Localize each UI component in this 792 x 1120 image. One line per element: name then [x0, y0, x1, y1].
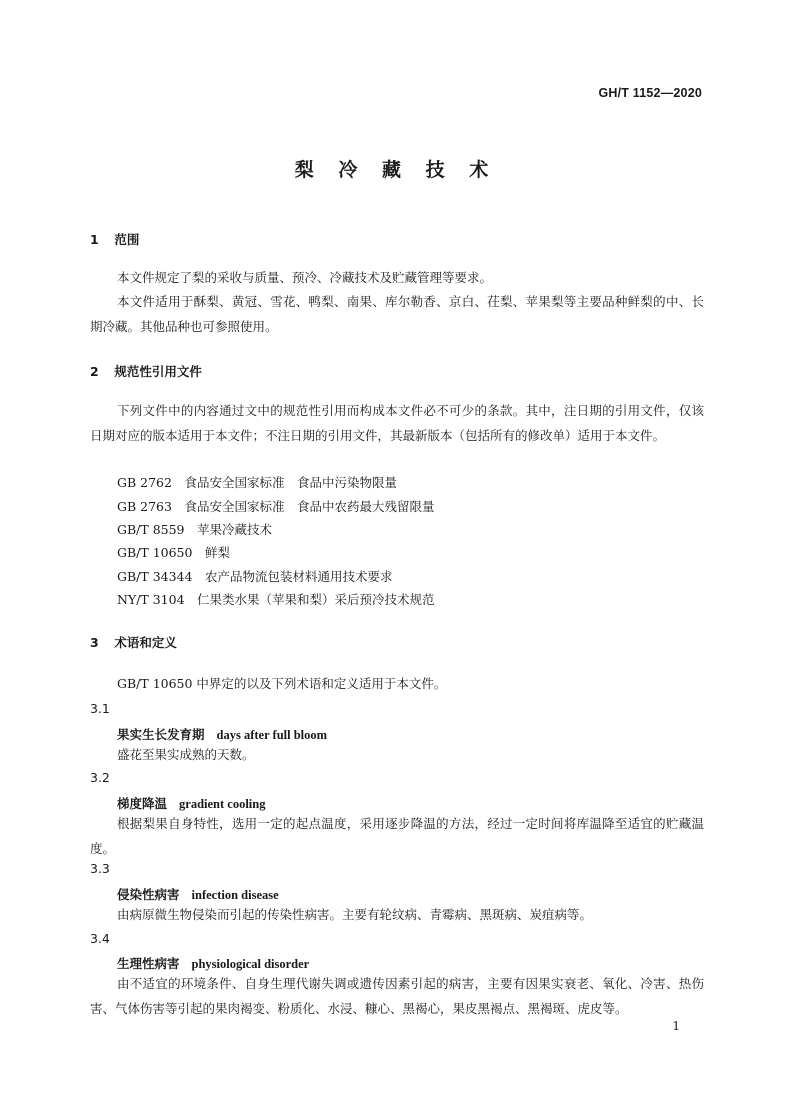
- reference-item: GB/T 34344 农产品物流包装材料通用技术要求: [117, 569, 393, 584]
- term-en: gradient cooling: [179, 797, 266, 811]
- paragraph: GB/T 10650 中界定的以及下列术语和定义适用于本文件。: [117, 676, 447, 691]
- section-title: 范围: [114, 232, 140, 247]
- term-zh: 生理性病害: [117, 956, 180, 971]
- standard-code: GH/T 1152—2020: [598, 86, 702, 100]
- clause-number: 3.1: [90, 701, 110, 716]
- section-number: 1: [90, 232, 99, 247]
- section-heading-terms-definitions: [90, 633, 177, 651]
- page-number: 1: [672, 1019, 680, 1033]
- term-en: infection disease: [191, 888, 279, 902]
- term-definition: 盛花至果实成熟的天数。: [117, 747, 255, 762]
- term-definition: 根据梨果自身特性，选用一定的起点温度，采用逐步降温的方法，经过一定时间将库温降至适宜的贮藏温度。: [90, 816, 704, 856]
- reference-item: GB/T 10650 鲜梨: [117, 545, 230, 560]
- paragraph: 本文件规定了梨的采收与质量、预冷、冷藏技术及贮藏管理等要求。: [117, 270, 493, 285]
- term-entry: [117, 725, 327, 743]
- term-zh: 梯度降温: [117, 796, 168, 811]
- term-definition: 由病原微生物侵染而引起的传染性病害。主要有轮纹病、青霉病、黑斑病、炭疽病等。: [117, 907, 593, 922]
- clause-number: 3.4: [90, 931, 110, 946]
- term-entry: [117, 885, 279, 903]
- reference-item: GB 2762 食品安全国家标准 食品中污染物限量: [117, 475, 397, 490]
- term-zh: 侵染性病害: [117, 887, 180, 902]
- reference-item: GB 2763 食品安全国家标准 食品中农药最大残留限量: [117, 499, 435, 514]
- section-title: 规范性引用文件: [114, 364, 202, 379]
- term-entry: [117, 794, 265, 812]
- term-en: physiological disorder: [191, 957, 310, 971]
- section-title: 术语和定义: [114, 635, 177, 650]
- term-zh: 果实生长发育期: [117, 727, 205, 742]
- clause-number: 3.3: [90, 861, 110, 876]
- reference-item: NY/T 3104 仁果类水果（苹果和梨）采后预冷技术规范: [117, 592, 435, 607]
- clause-number: 3.2: [90, 770, 110, 785]
- paragraph: 下列文件中的内容通过文中的规范性引用而构成本文件必不可少的条款。其中，注日期的引用文件，仅该日期对应的版本适用于本文件；不注日期的引用文件，其最新版本（包括所有的修改单）适用于本文件。: [90, 403, 704, 443]
- reference-item: GB/T 8559 苹果冷藏技术: [117, 522, 273, 537]
- term-entry: [117, 954, 309, 972]
- document-title: 梨 冷 藏 技 术: [294, 159, 498, 181]
- section-heading-scope: [90, 230, 139, 248]
- section-number: 2: [90, 364, 99, 379]
- term-en: days after full bloom: [216, 728, 328, 742]
- section-heading-normative-references: [90, 362, 202, 380]
- term-definition: 由不适宜的环境条件、自身生理代谢失调或遗传因素引起的病害，主要有因果实衰老、氧化、冷害、热伤害、气体伤害等引起的果肉褐变、粉质化、水浸、糠心、黑褐心，果皮黑褐点、黑褐斑、虎皮等。: [90, 976, 704, 1016]
- section-number: 3: [90, 635, 99, 650]
- paragraph: 本文件适用于酥梨、黄冠、雪花、鸭梨、南果、库尔勒香、京白、茌梨、苹果梨等主要品种鲜梨的中、长期冷藏。其他品种也可参照使用。: [90, 294, 704, 334]
